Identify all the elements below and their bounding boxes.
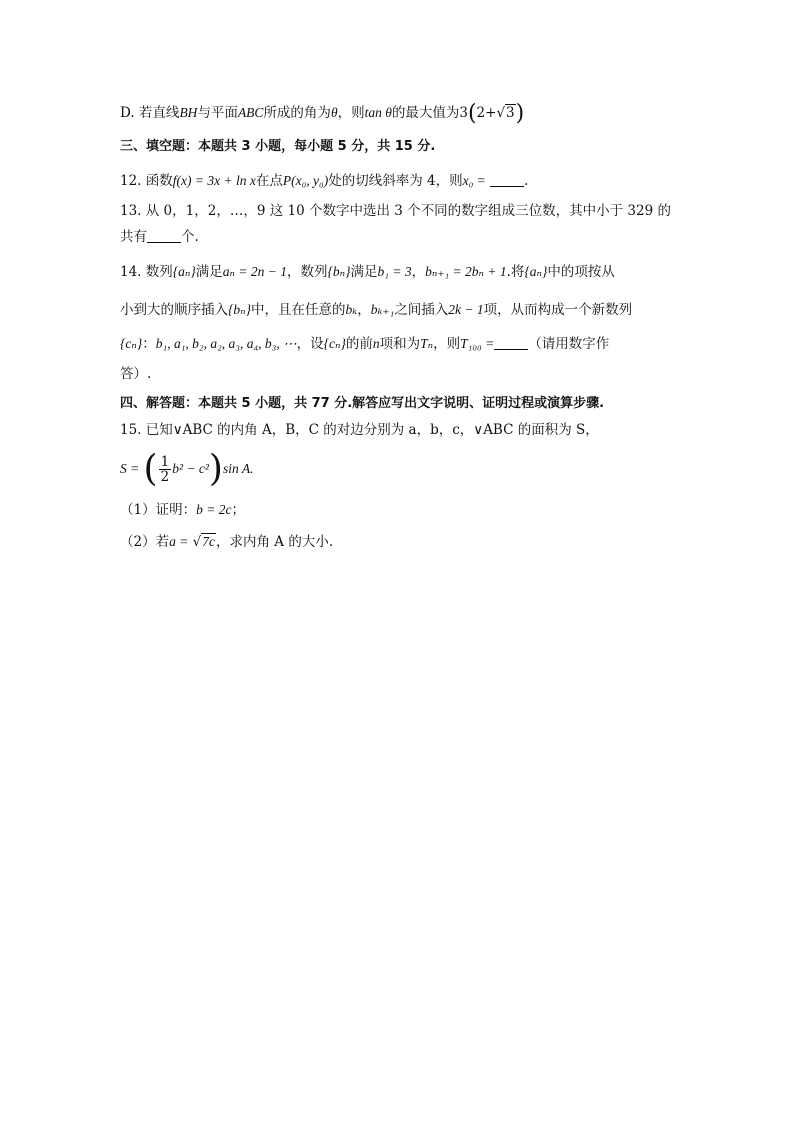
q14-text: （请用数字作 (528, 336, 610, 352)
q12-text-2: 处的切线斜率为 4，则 (328, 173, 463, 189)
q14-text: 满足 (350, 264, 378, 280)
q14-text: .将 (506, 264, 525, 280)
area-s: S = (120, 461, 140, 476)
q12-end: . (524, 173, 529, 189)
plane-abc: ABC (237, 105, 264, 120)
question-12 (120, 171, 528, 191)
q14-text: 中，且在任意的 (251, 302, 346, 318)
fraction-numerator: 1 (160, 454, 170, 470)
term-bk: bₖ (345, 302, 358, 317)
q13-text-post: 个. (181, 229, 199, 245)
q14-text: ，则 (433, 336, 461, 352)
part-2-end: ，求内角 A 的大小. (216, 534, 334, 550)
max-value: 3(2+√3) (459, 101, 525, 126)
q14-text: ， (411, 264, 426, 280)
left-big-paren: ( (143, 448, 158, 490)
right-paren: ) (515, 101, 525, 126)
question-15-part-2: （2）若a = √7c，求内角 A 的大小. (120, 534, 334, 550)
q14-text: ，数列 (287, 264, 328, 280)
q12-point: P(x₀, y₀) (282, 173, 329, 188)
max-value-inner: 2+ (476, 105, 497, 121)
theta-symbol: θ (330, 105, 338, 120)
q14-text: 之间插入 (394, 302, 449, 318)
question-14-line-3 (120, 334, 609, 354)
option-d (120, 103, 524, 124)
question-14-line-1 (120, 262, 615, 282)
q14-text: 项和为 (379, 336, 421, 352)
insert-count: 2k − 1 (448, 302, 484, 317)
option-d-text-2: 所成的角为 (263, 105, 331, 121)
max-value-coef: 3 (459, 105, 468, 121)
option-d-prefix: D. 若直线 (120, 105, 180, 121)
sum-t100: T₁₀₀ = (460, 336, 495, 351)
right-big-paren: ) (208, 448, 223, 490)
q12-text-1: 在点 (255, 173, 283, 189)
var-n: n (372, 336, 380, 351)
term-bk1: bₖ₊₁ (370, 302, 395, 317)
option-d-text-3: ，则 (337, 105, 365, 121)
fraction-denominator: 2 (160, 469, 170, 485)
left-paren: ( (467, 101, 477, 126)
fraction-half (159, 455, 172, 484)
q14-text: 中的项按从 (547, 264, 615, 280)
sequence-b: {bₙ} (327, 264, 351, 279)
sequence-a: {aₙ} (524, 264, 548, 279)
option-d-text-1: 与平面 (197, 105, 238, 121)
q14-text: ， (357, 302, 371, 318)
q14-text: 的前 (345, 336, 373, 352)
part-1-label: （1）证明： (120, 502, 197, 518)
question-15-area-formula (120, 448, 254, 490)
q12-function: f(x) = 3x + ln x (172, 173, 256, 188)
sequence-c: {cₙ} (120, 336, 143, 351)
part-1-formula: b = 2c (196, 502, 232, 517)
part-2-root: 7c (202, 534, 215, 549)
part-2-formula: a = (169, 534, 189, 549)
max-value-root: 3 (506, 105, 515, 121)
q14-text: 项，从而构成一个新数列 (483, 302, 633, 318)
part-2-label: （2）若 (120, 534, 170, 550)
sum-tn: Tₙ (420, 336, 434, 351)
part-1-end: ； (231, 502, 245, 518)
answer-blank-14[interactable] (494, 335, 528, 350)
formula-b1: b₁ = 3 (377, 264, 412, 279)
q14-text: ，设 (296, 336, 324, 352)
q14-text: 小到大的顺序插入 (120, 302, 228, 318)
sequence-c-terms: b₁, a₁, b₂, a₂, a₃, a₄, b₃, ⋯ (155, 336, 297, 351)
q14-text: 14. 数列 (120, 264, 173, 280)
tan-theta: tan θ (364, 105, 392, 120)
q12-answer-var: x₀ = (462, 173, 486, 188)
question-13-line-2 (120, 227, 199, 247)
q14-text: ： (142, 336, 156, 352)
question-15-line-1: 15. 已知∨ABC 的内角 A，B，C 的对边分别为 a，b，c，∨ABC 的面积为 S， (120, 422, 599, 438)
q14-text: 满足 (195, 264, 223, 280)
question-14-line-2 (120, 300, 632, 320)
sequence-c: {cₙ} (323, 336, 346, 351)
q13-text-pre: 共有 (120, 229, 147, 245)
sequence-b: {bₙ} (228, 302, 252, 317)
sequence-a: {aₙ} (172, 264, 196, 279)
question-15-part-1 (120, 500, 245, 520)
formula-recurrence: bₙ₊₁ = 2bₙ + 1 (425, 264, 507, 279)
option-d-text-4: 的最大值为 (391, 105, 460, 121)
segment-bh: BH (179, 105, 198, 120)
question-13-line-1: 13. 从 0，1，2，…，9 这 10 个数字中选出 3 个不同的数字组成三位数，其中小于 329 的 (120, 203, 671, 219)
answer-blank-12[interactable] (490, 172, 524, 187)
answer-blank-13[interactable] (147, 228, 181, 243)
section-3-heading: 三、填空题：本题共 3 小题，每小题 5 分，共 15 分. (120, 139, 436, 154)
section-4-heading: 四、解答题：本题共 5 小题，共 77 分.解答应写出文字说明、证明过程或演算步骤. (120, 396, 605, 411)
sin-a: sin A. (222, 461, 254, 476)
formula-an: aₙ = 2n − 1 (222, 264, 287, 279)
question-14-line-4: 答）. (120, 366, 152, 382)
q12-number: 12. 函数 (120, 173, 173, 189)
b2-minus-c2: b² − c² (172, 461, 209, 476)
